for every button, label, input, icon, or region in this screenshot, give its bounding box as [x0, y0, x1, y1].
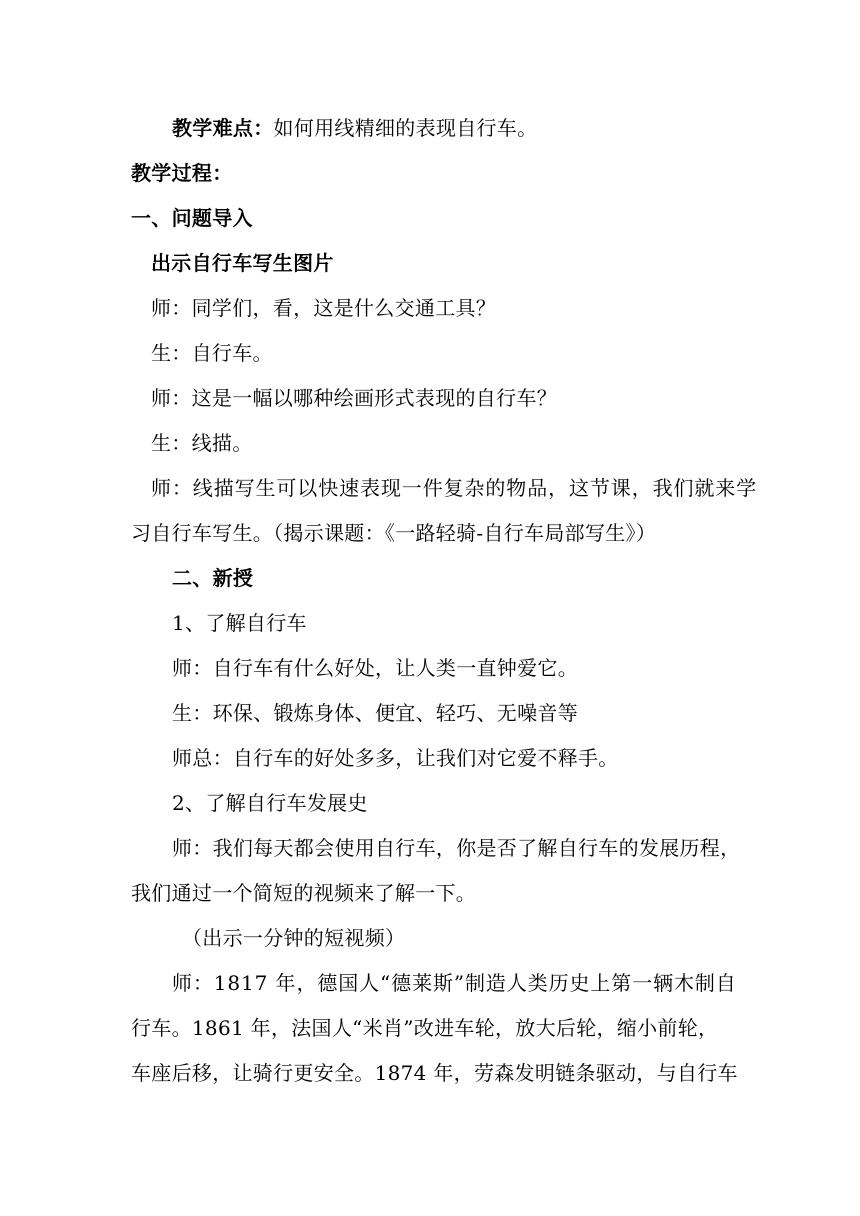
dialogue-line: 生：线描。 — [151, 431, 253, 455]
history-line: 车座后移，让骑行更安全。1874 年，劳森发明链条驱动，与自行车 — [131, 1061, 738, 1085]
video-note: （出示一分钟的短视频） — [182, 926, 406, 950]
dialogue-line: 生：自行车。 — [151, 341, 273, 365]
dialogue-line: 师：同学们，看，这是什么交通工具？ — [151, 296, 497, 320]
dialogue-line: 师：这是一幅以哪种绘画形式表现的自行车？ — [151, 386, 557, 410]
part1-line: 师：自行车有什么好处，让人类一直钟爱它。 — [172, 656, 578, 680]
difficulty-text: 如何用线精细的表现自行车。 — [273, 116, 538, 140]
part1-line: 生：环保、锻炼身体、便宜、轻巧、无噪音等 — [172, 701, 578, 725]
part1-line: 师总：自行车的好处多多，让我们对它爱不释手。 — [172, 746, 619, 770]
paragraph-line: 习自行车写生。（揭示课题：《一路轻骑-自行车局部写生》） — [131, 521, 657, 545]
part2-paragraph-line: 师：我们每天都会使用自行车，你是否了解自行车的发展历程， — [172, 836, 741, 860]
part1-title: 1、了解自行车 — [172, 611, 307, 635]
history-line: 行车。1861 年，法国人“米肖”改进车轮，放大后轮，缩小前轮， — [131, 1016, 719, 1040]
section1-heading: 一、问题导入 — [131, 206, 253, 230]
section2-heading: 二、新授 — [172, 566, 254, 590]
difficulty-line — [172, 114, 537, 142]
part2-paragraph-line: 我们通过一个简短的视频来了解一下。 — [131, 881, 477, 905]
history-line: 师：1817 年，德国人“德莱斯”制造人类历史上第一辆木制自 — [172, 971, 737, 995]
section1-subheading: 出示自行车写生图片 — [151, 251, 334, 275]
part2-title: 2、了解自行车发展史 — [172, 791, 368, 815]
process-heading: 教学过程： — [131, 161, 233, 185]
paragraph-line: 师：线描写生可以快速表现一件复杂的物品，这节课，我们就来学 — [151, 476, 758, 500]
difficulty-label: 教学难点： — [172, 116, 274, 140]
